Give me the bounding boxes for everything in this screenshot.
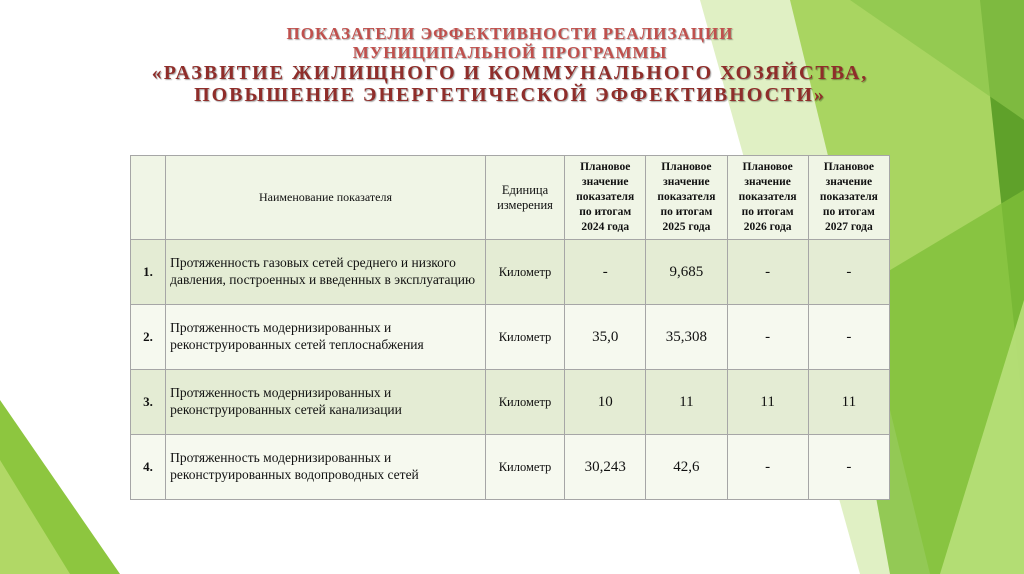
indicators-table: [130, 155, 890, 500]
row-number: 1.: [131, 240, 166, 305]
row-indicator-name: Протяженность модернизированных и реконструированных сетей теплоснабжения: [166, 305, 486, 370]
header-unit: Единица измерения: [485, 156, 564, 240]
row-value-2024: -: [565, 240, 646, 305]
row-indicator-name: Протяженность модернизированных и реконструированных водопроводных сетей: [166, 435, 486, 500]
header-plan-2027: Плановое значение показателя по итогам 2027 года: [808, 156, 889, 240]
row-number: 4.: [131, 435, 166, 500]
row-indicator-name: Протяженность газовых сетей среднего и низкого давления, построенных и введенных в эксплуатацию: [166, 240, 486, 305]
title-line-1: ПОКАЗАТЕЛИ ЭФФЕКТИВНОСТИ РЕАЛИЗАЦИИ: [286, 24, 734, 43]
row-value-2027: -: [808, 435, 889, 500]
row-unit: Километр: [485, 240, 564, 305]
row-indicator-name: Протяженность модернизированных и реконструированных сетей канализации: [166, 370, 486, 435]
row-value-2024: 10: [565, 370, 646, 435]
header-plan-2025: Плановое значение показателя по итогам 2025 года: [646, 156, 727, 240]
table-row: [131, 240, 890, 305]
header-plan-2024: Плановое значение показателя по итогам 2024 года: [565, 156, 646, 240]
row-unit: Километр: [485, 305, 564, 370]
title-line-2: МУНИЦИПАЛЬНОЙ ПРОГРАММЫ: [352, 43, 668, 63]
row-value-2025: 9,685: [646, 240, 727, 305]
slide-title: [100, 24, 920, 107]
title-line-4: ПОВЫШЕНИЕ ЭНЕРГЕТИЧЕСКОЙ ЭФФЕКТИВНОСТИ»: [194, 84, 826, 107]
row-number: 2.: [131, 305, 166, 370]
table-row: [131, 435, 890, 500]
header-plan-2026: Плановое значение показателя по итогам 2026 года: [727, 156, 808, 240]
row-value-2027: -: [808, 240, 889, 305]
table-row: [131, 370, 890, 435]
row-value-2027: -: [808, 305, 889, 370]
row-value-2024: 35,0: [565, 305, 646, 370]
row-value-2027: 11: [808, 370, 889, 435]
row-value-2025: 11: [646, 370, 727, 435]
header-name: Наименование показателя: [166, 156, 486, 240]
row-value-2024: 30,243: [565, 435, 646, 500]
row-unit: Километр: [485, 435, 564, 500]
row-value-2026: 11: [727, 370, 808, 435]
table-row: [131, 305, 890, 370]
row-value-2026: -: [727, 305, 808, 370]
row-value-2025: 42,6: [646, 435, 727, 500]
header-number: [131, 156, 166, 240]
title-line-3: «РАЗВИТИЕ ЖИЛИЩНОГО И КОММУНАЛЬНОГО ХОЗЯЙСТВА,: [151, 62, 869, 85]
row-value-2025: 35,308: [646, 305, 727, 370]
row-number: 3.: [131, 370, 166, 435]
row-value-2026: -: [727, 435, 808, 500]
row-unit: Километр: [485, 370, 564, 435]
row-value-2026: -: [727, 240, 808, 305]
table-header-row: [131, 156, 890, 240]
